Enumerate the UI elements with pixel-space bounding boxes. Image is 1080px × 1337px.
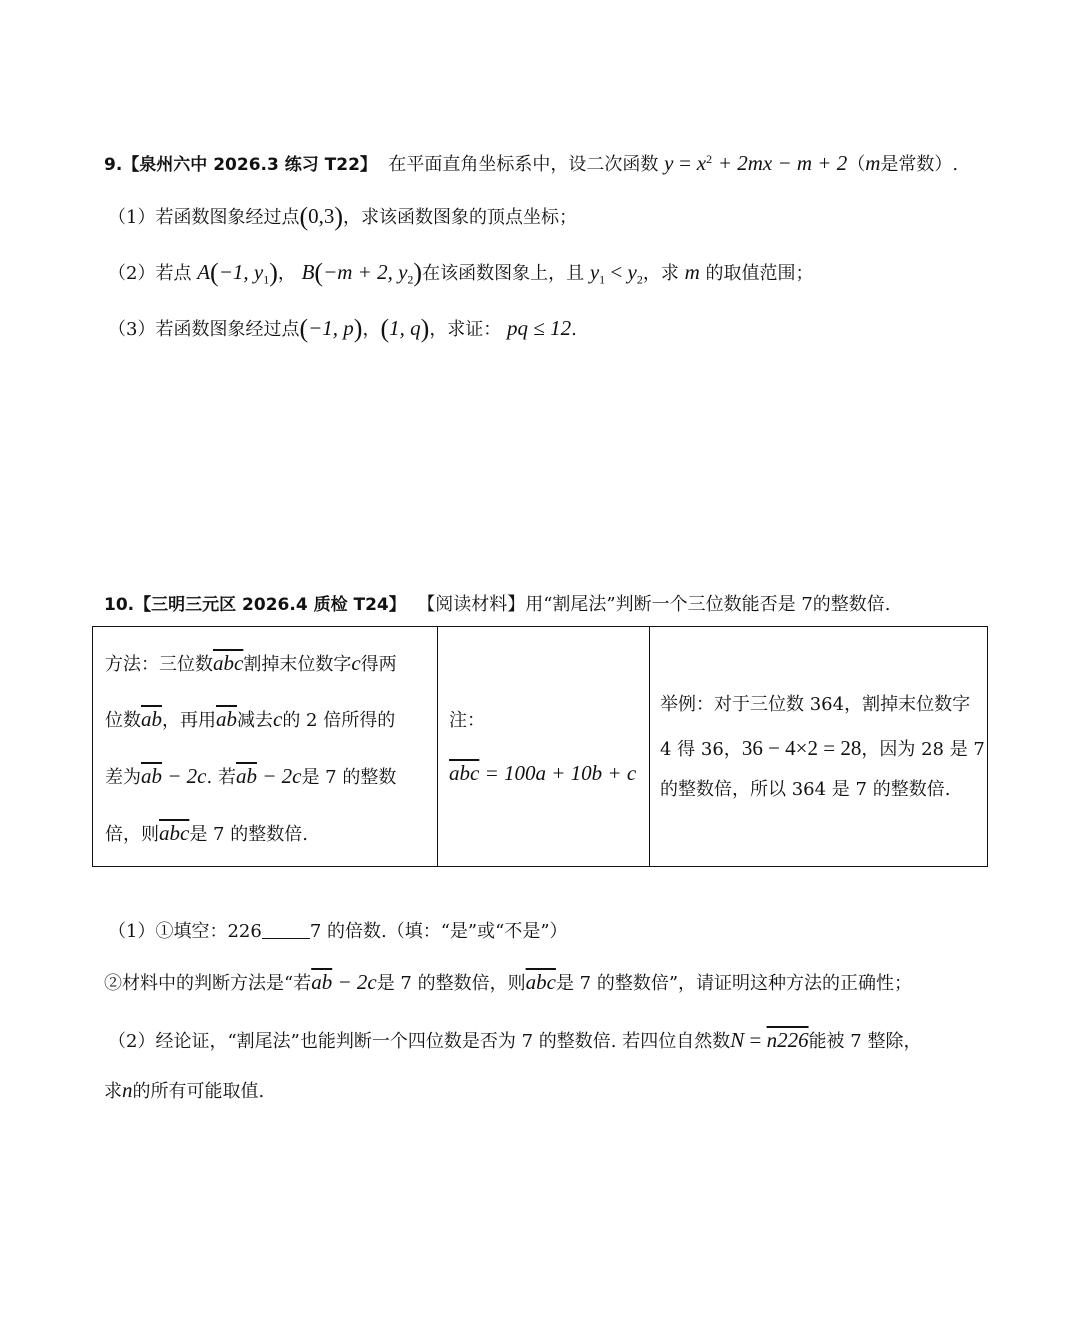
q9-part2: （2）若点 A(−1, $y_1$)， B(−m + 2, $y_2$)在该函数图象上，且 $y_1 < y_2$，求 m 的取值范围； bbox=[108, 258, 814, 287]
q10-part2: （2）经论证，“割尾法”也能判断一个四位数是否为 7 的整数倍. 若四位自然数N = n226能被 7 整除， bbox=[108, 1028, 922, 1052]
q10-part1-proof: ②材料中的判断方法是“若$\overline{ab} - 2c$是 7 的整数倍，则$\overline{abc}$是 7 的整数倍”，请证明这种方法的正确性； bbox=[104, 970, 913, 994]
table-cell-example: 举例：对于三位数 364，割掉末位数字 4 得 36，36 − 4×2 = 28，因为 28 是 7 的整数倍，所以 364 是 7 的整数倍. bbox=[660, 694, 985, 800]
answer-blank[interactable] bbox=[262, 920, 310, 939]
table-cell-method: 方法：三位数$\overline{abc}$割掉末位数字c得两 位数$\overline{ab}$，再用$\overline{ab}$减去c的 2 倍所得的 差为$\overline{ab} - 2c$. 若$\overline{ab} - 2c$是 7 的整数 倍，则$\overline{abc}$是 7 的整数倍. bbox=[93, 627, 438, 866]
q9-part3: （3）若函数图象经过点(−1, p)，(1, q)，求证： pq ≤ 12. bbox=[108, 314, 577, 343]
q9-stem: 9.【泉州六中 2026.3 练习 T22】 在平面直角坐标系中，设二次函数 $y = x^2 + 2mx - m + 2(m$是常数）. bbox=[104, 151, 959, 175]
reading-material-table bbox=[92, 626, 988, 867]
q9-equation: + 2mx − m + 2 bbox=[717, 151, 848, 175]
q9-part1: （1）若函数图象经过点(0,3)，求该函数图象的顶点坐标； bbox=[108, 202, 578, 231]
q9-stem-text: 在平面直角坐标系中，设二次函数 bbox=[388, 154, 659, 175]
q9-source: 【泉州六中 2026.3 练习 T22】 bbox=[122, 155, 377, 175]
q10-stem bbox=[104, 591, 891, 619]
q10-number: 10. bbox=[104, 595, 135, 615]
q10-part2-cont: 求n的所有可能取值. bbox=[104, 1078, 265, 1102]
q9-number: 9. bbox=[104, 155, 123, 175]
table-cell-note: 注： $\overline{abc} = 100a + 10b + c$ bbox=[437, 627, 650, 866]
q10-source: 【三明三元区 2026.4 质检 T24】 bbox=[134, 595, 406, 615]
q10-intro: 【阅读材料】用“割尾法”判断一个三位数能否是 7的整数倍. bbox=[417, 594, 891, 615]
q10-part1-fill: （1）①填空：226 7 的倍数.（填：“是”或“不是”） bbox=[108, 921, 568, 942]
